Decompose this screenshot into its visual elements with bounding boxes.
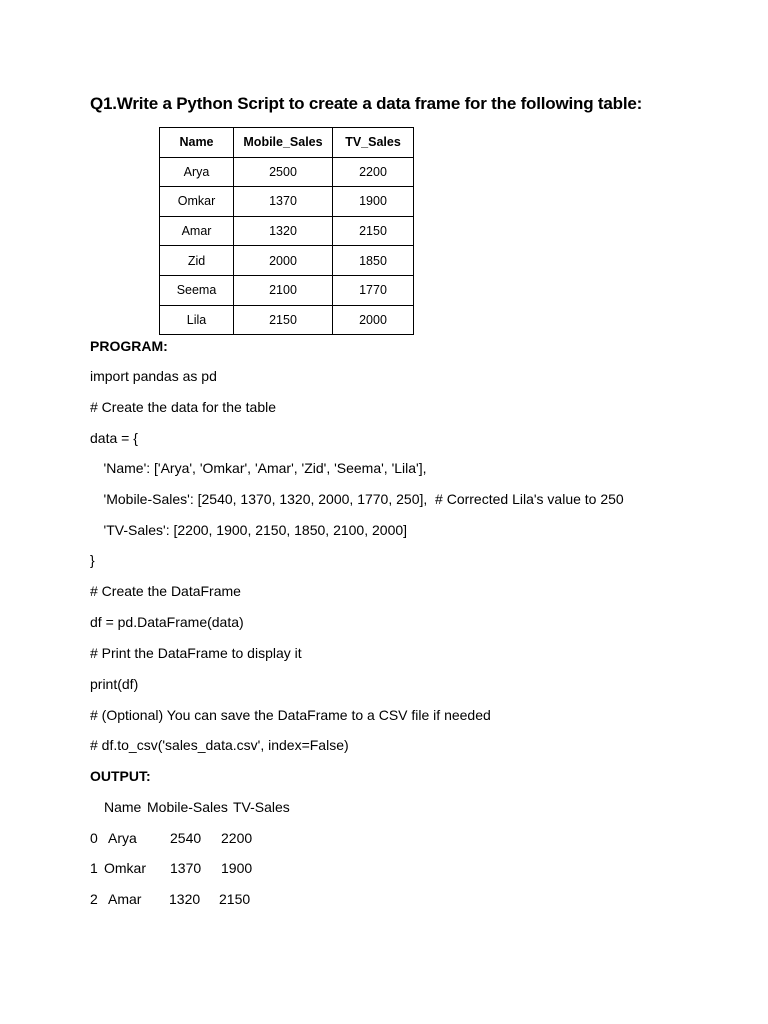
table-cell: 1900 [333,187,414,217]
table-cell: 1320 [234,216,333,246]
code-line: df = pd.DataFrame(data) [90,614,244,630]
table-cell: Lila [160,305,234,335]
output-mobile: 2540 [170,830,202,846]
table-row [160,216,414,246]
code-line: # Create the DataFrame [90,583,241,599]
table-cell: 1370 [234,187,333,217]
table-cell: 2500 [234,157,333,187]
code-line: 'Name': ['Arya', 'Omkar', 'Amar', 'Zid', 'Seema', 'Lila'], [88,460,427,476]
code-line: import pandas as pd [90,368,217,384]
output-tv: 2150 [219,891,251,907]
table-header-cell: Name [160,128,234,158]
code-line: print(df) [90,676,139,692]
output-tv: 1900 [221,860,253,876]
table-cell: 1850 [333,246,414,276]
code-line: # Print the DataFrame to display it [90,645,302,661]
table-row [160,157,414,187]
table-row [160,275,414,305]
output-tv: 2200 [221,830,253,846]
table-cell: 2100 [234,275,333,305]
code-line: 'Mobile-Sales': [2540, 1370, 1320, 2000, 1770, 250], # Corrected Lila's value to 250 [88,491,624,507]
table-row [160,187,414,217]
sales-table [159,127,414,335]
table-cell: Seema [160,275,234,305]
code-line: # (Optional) You can save the DataFrame to a CSV file if needed [90,707,491,723]
table-cell: 2000 [234,246,333,276]
code-line: # Create the data for the table [90,399,277,415]
table-cell: 2150 [333,216,414,246]
code-line: } [90,552,95,568]
code-line: 'TV-Sales': [2200, 1900, 2150, 1850, 2100, 2000] [88,522,408,538]
table-cell: 1770 [333,275,414,305]
table-row [160,246,414,276]
output-col-tv: TV-Sales [233,799,290,815]
output-name: Arya [108,830,137,846]
table-cell: Omkar [160,187,234,217]
table-row [160,305,414,335]
output-name: Amar [108,891,142,907]
table-cell: Amar [160,216,234,246]
output-index: 2 [90,891,98,907]
output-name: Omkar [104,860,146,876]
table-header-row [160,128,414,158]
table-header-cell: Mobile_Sales [234,128,333,158]
table-cell: 2000 [333,305,414,335]
program-heading: PROGRAM: [90,338,168,354]
output-heading: OUTPUT: [90,768,151,784]
question-heading: Q1.Write a Python Script to create a data frame for the following table: [90,94,643,113]
output-index: 0 [90,830,98,846]
code-line: # df.to_csv('sales_data.csv', index=False) [90,737,349,753]
output-index: 1 [90,860,98,876]
output-col-name: Name [104,799,142,815]
output-col-mobile: Mobile-Sales [147,799,228,815]
output-mobile: 1320 [169,891,201,907]
table-cell: Arya [160,157,234,187]
table-cell: 2150 [234,305,333,335]
table-header-cell: TV_Sales [333,128,414,158]
table-cell: 2200 [333,157,414,187]
output-mobile: 1370 [170,860,202,876]
code-line: data = { [90,430,138,446]
table-cell: Zid [160,246,234,276]
